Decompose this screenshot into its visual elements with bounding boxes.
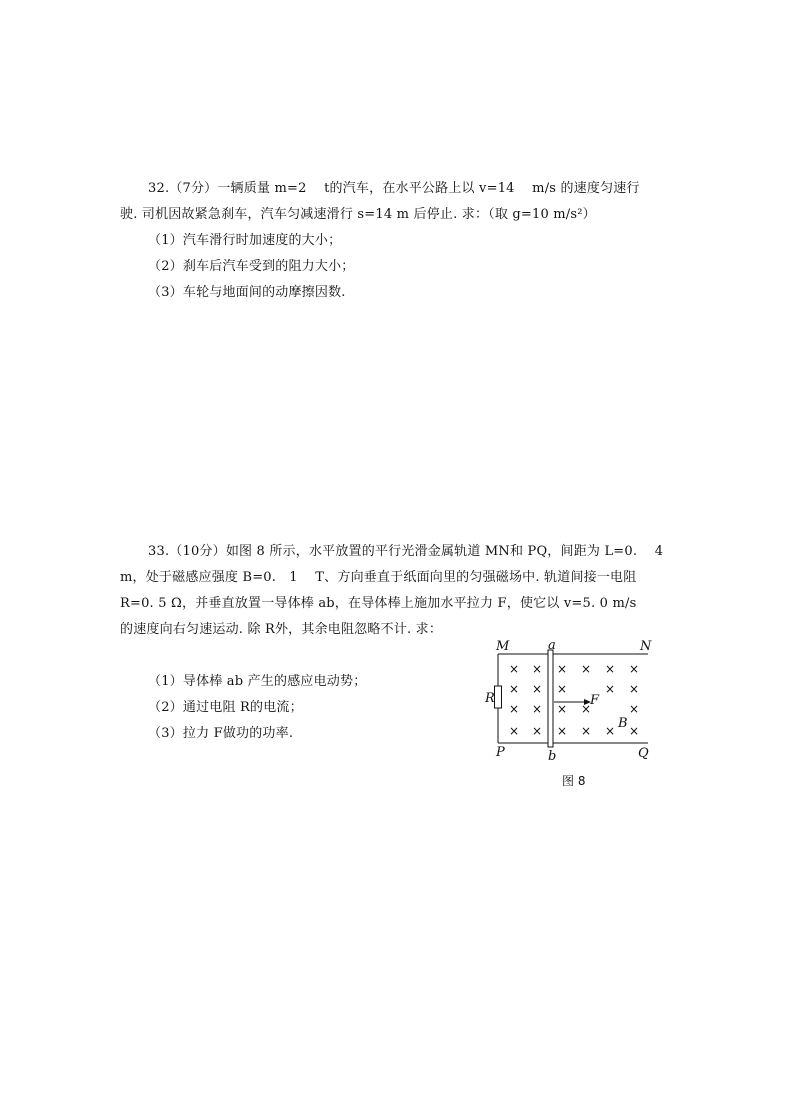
field-cross-mark: × <box>508 662 520 676</box>
field-cross-mark: × <box>604 724 616 738</box>
field-cross-mark: × <box>580 662 592 676</box>
figure-caption: 图 8 <box>562 774 586 788</box>
field-cross-mark: × <box>628 662 640 676</box>
label-b: b <box>548 749 557 764</box>
conductor-bar-ab <box>548 650 553 747</box>
field-cross-mark: × <box>556 662 568 676</box>
q33-item-1: （1）导体棒 ab 产生的感应电动势； <box>148 674 367 689</box>
field-cross-mark: × <box>531 682 543 696</box>
figure-8-circuit-diagram <box>478 636 668 796</box>
field-cross-mark: × <box>556 702 568 716</box>
label-n: N <box>640 639 652 654</box>
label-p: P <box>496 745 505 760</box>
field-cross-mark: × <box>628 682 640 696</box>
q32-line-2: 驶. 司机因故紧急刹车，汽车匀减速滑行 s=14 m 后停止. 求：（取 g=10 m/s²） <box>120 207 596 222</box>
field-cross-mark: × <box>604 682 616 696</box>
label-b-field: B <box>618 716 628 731</box>
q32-item-2: （2）刹车后汽车受到的阻力大小； <box>148 259 355 274</box>
q33-item-2: （2）通过电阻 R的电流； <box>148 700 303 715</box>
q32-line-1: 32.（7分）一辆质量 m=2 t的汽车，在水平公路上以 v=14 m/s 的速度匀速行 <box>148 181 640 196</box>
q33-line-4: 的速度向右匀速运动. 除 R外，其余电阻忽略不计. 求： <box>120 622 443 637</box>
field-cross-mark: × <box>531 702 543 716</box>
field-cross-mark: × <box>531 662 543 676</box>
field-cross-mark: × <box>556 724 568 738</box>
field-cross-mark: × <box>531 724 543 738</box>
field-cross-mark: × <box>556 682 568 696</box>
field-cross-mark: × <box>508 682 520 696</box>
q33-line-3: R=0. 5 Ω，并垂直放置一导体棒 ab，在导体棒上施加水平拉力 F，使它以 v=5. 0 m/s <box>120 596 637 611</box>
field-cross-mark: × <box>628 702 640 716</box>
label-a: a <box>548 638 556 653</box>
field-cross-mark: × <box>604 662 616 676</box>
q32-item-3: （3）车轮与地面间的动摩擦因数. <box>148 285 346 300</box>
q33-line-2: m，处于磁感应强度 B=0. 1 T、方向垂直于纸面向里的匀强磁场中. 轨道间接一电阻 <box>120 570 637 585</box>
resistor-r <box>495 686 502 708</box>
label-f: F <box>590 693 600 708</box>
field-cross-mark: × <box>508 724 520 738</box>
q32-item-1: （1）汽车滑行时加速度的大小； <box>148 233 342 248</box>
q33-line-1: 33.（10分）如图 8 所示，水平放置的平行光滑金属轨道 MN和 PQ，间距为 L=0. 4 <box>148 544 664 559</box>
label-m: M <box>496 639 510 654</box>
label-r: R <box>485 691 495 706</box>
label-q: Q <box>638 746 649 761</box>
q33-item-3: （3）拉力 F做功的功率. <box>148 726 294 741</box>
field-cross-mark: × <box>580 702 592 716</box>
field-cross-mark: × <box>628 724 640 738</box>
field-cross-mark: × <box>508 702 520 716</box>
field-cross-mark: × <box>580 724 592 738</box>
